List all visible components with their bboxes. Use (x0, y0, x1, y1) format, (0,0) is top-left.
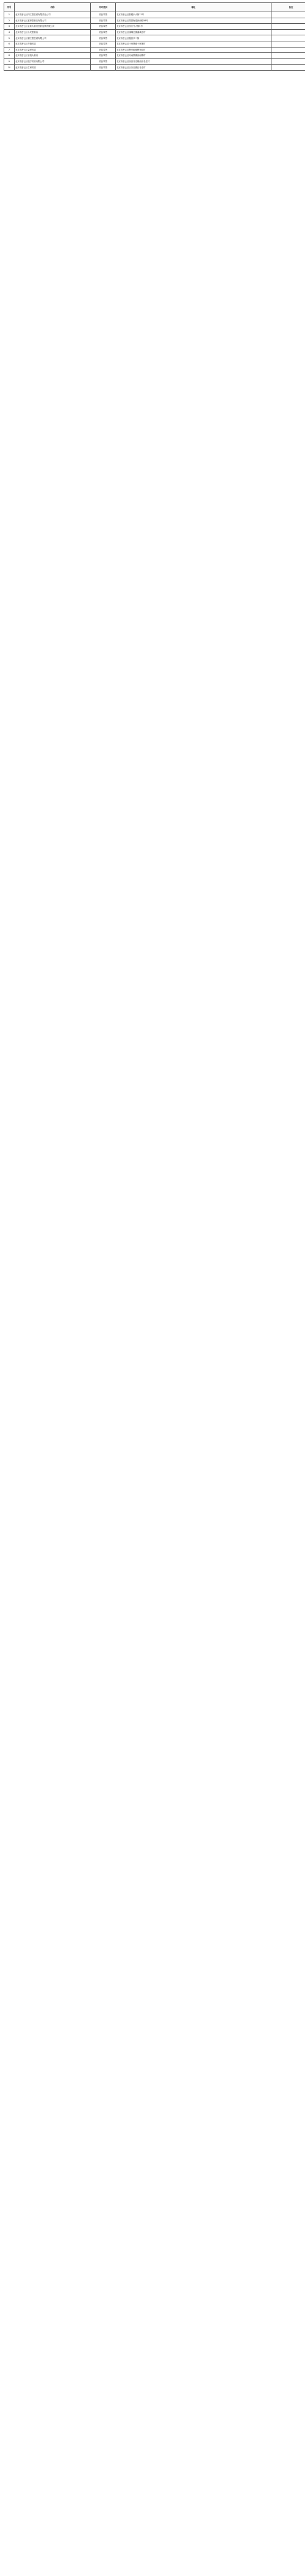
cell-name: 北京市密云区金象大药房医药连锁有限公司 (15, 24, 91, 30)
cell-address: 北京市密云区西门外大街5号 (116, 24, 271, 30)
cell-address: 北京市密云区果园街道新西路58号 (116, 18, 271, 24)
cell-type: 药品零售 (91, 58, 116, 65)
table-row (4, 35, 305, 41)
header-type: 许可类别 (91, 3, 116, 12)
cell-address: 北京市密云区十里堡镇十里堡村 (116, 41, 271, 47)
table-row (4, 47, 305, 53)
cell-no: 7 (4, 47, 15, 53)
cell-address: 北京市密云区檀营乡二街 (116, 35, 271, 41)
table-row (4, 58, 305, 65)
table-header-row (4, 3, 305, 12)
cell-name: 北京市密云区华康药店 (15, 41, 91, 47)
header-note: 备注 (271, 3, 305, 12)
cell-type: 药品零售 (91, 53, 116, 59)
table-row (4, 53, 305, 59)
cell-name: 北京市密云区永安堂药店 (15, 29, 91, 35)
cell-address: 北京市密云区穆家峪镇穆家峪村 (116, 47, 271, 53)
cell-type: 药品零售 (91, 47, 116, 53)
cell-note (271, 65, 305, 71)
cell-note (271, 58, 305, 65)
cell-address: 北京市密云区鼓楼东大街12号 (116, 12, 271, 18)
cell-no: 6 (4, 41, 15, 47)
cell-note (271, 47, 305, 53)
cell-no: 1 (4, 12, 15, 18)
cell-note (271, 18, 305, 24)
cell-note (271, 41, 305, 47)
cell-note (271, 35, 305, 41)
cell-type: 药品零售 (91, 65, 116, 71)
cell-name: 北京市密云区康宁药店有限公司 (15, 58, 91, 65)
table-row (4, 29, 305, 35)
cell-type: 药品零售 (91, 18, 116, 24)
cell-no: 4 (4, 29, 15, 35)
cell-no: 10 (4, 65, 15, 71)
table-row (4, 65, 305, 71)
pharmacy-list-table (4, 2, 305, 71)
cell-note (271, 12, 305, 18)
cell-address: 北京市密云区溪翁庄镇溪翁庄村 (116, 29, 271, 35)
cell-type: 药品零售 (91, 29, 116, 35)
cell-address: 北京市密云区巨各庄镇巨各庄村 (116, 65, 271, 71)
cell-name: 北京市密云区仁和药店 (15, 65, 91, 71)
cell-type: 药品零售 (91, 12, 116, 18)
cell-type: 药品零售 (91, 41, 116, 47)
cell-no: 5 (4, 35, 15, 41)
document-page (4, 2, 301, 71)
cell-name: 北京市密云区德仁堂医药有限公司 (15, 35, 91, 41)
cell-name: 北京市密云区同仁堂医药有限责任公司 (15, 12, 91, 18)
cell-note (271, 29, 305, 35)
table-row (4, 24, 305, 30)
cell-no: 9 (4, 58, 15, 65)
cell-no: 2 (4, 18, 15, 24)
cell-address: 北京市密云区西田各庄镇西田各庄村 (116, 58, 271, 65)
header-name: 名称 (15, 3, 91, 12)
cell-type: 药品零售 (91, 24, 116, 30)
cell-name: 北京市密云区百姓大药房 (15, 53, 91, 59)
header-no: 序号 (4, 3, 15, 12)
cell-no: 3 (4, 24, 15, 30)
table-row (4, 41, 305, 47)
header-address: 地址 (116, 3, 271, 12)
table-row (4, 18, 305, 24)
cell-no: 8 (4, 53, 15, 59)
cell-type: 药品零售 (91, 35, 116, 41)
cell-address: 北京市密云区河南寨镇河南寨村 (116, 53, 271, 59)
cell-note (271, 53, 305, 59)
table-row (4, 12, 305, 18)
cell-name: 北京市密云区益民药店 (15, 47, 91, 53)
cell-note (271, 24, 305, 30)
cell-name: 北京市密云区嘉事堂药店有限公司 (15, 18, 91, 24)
